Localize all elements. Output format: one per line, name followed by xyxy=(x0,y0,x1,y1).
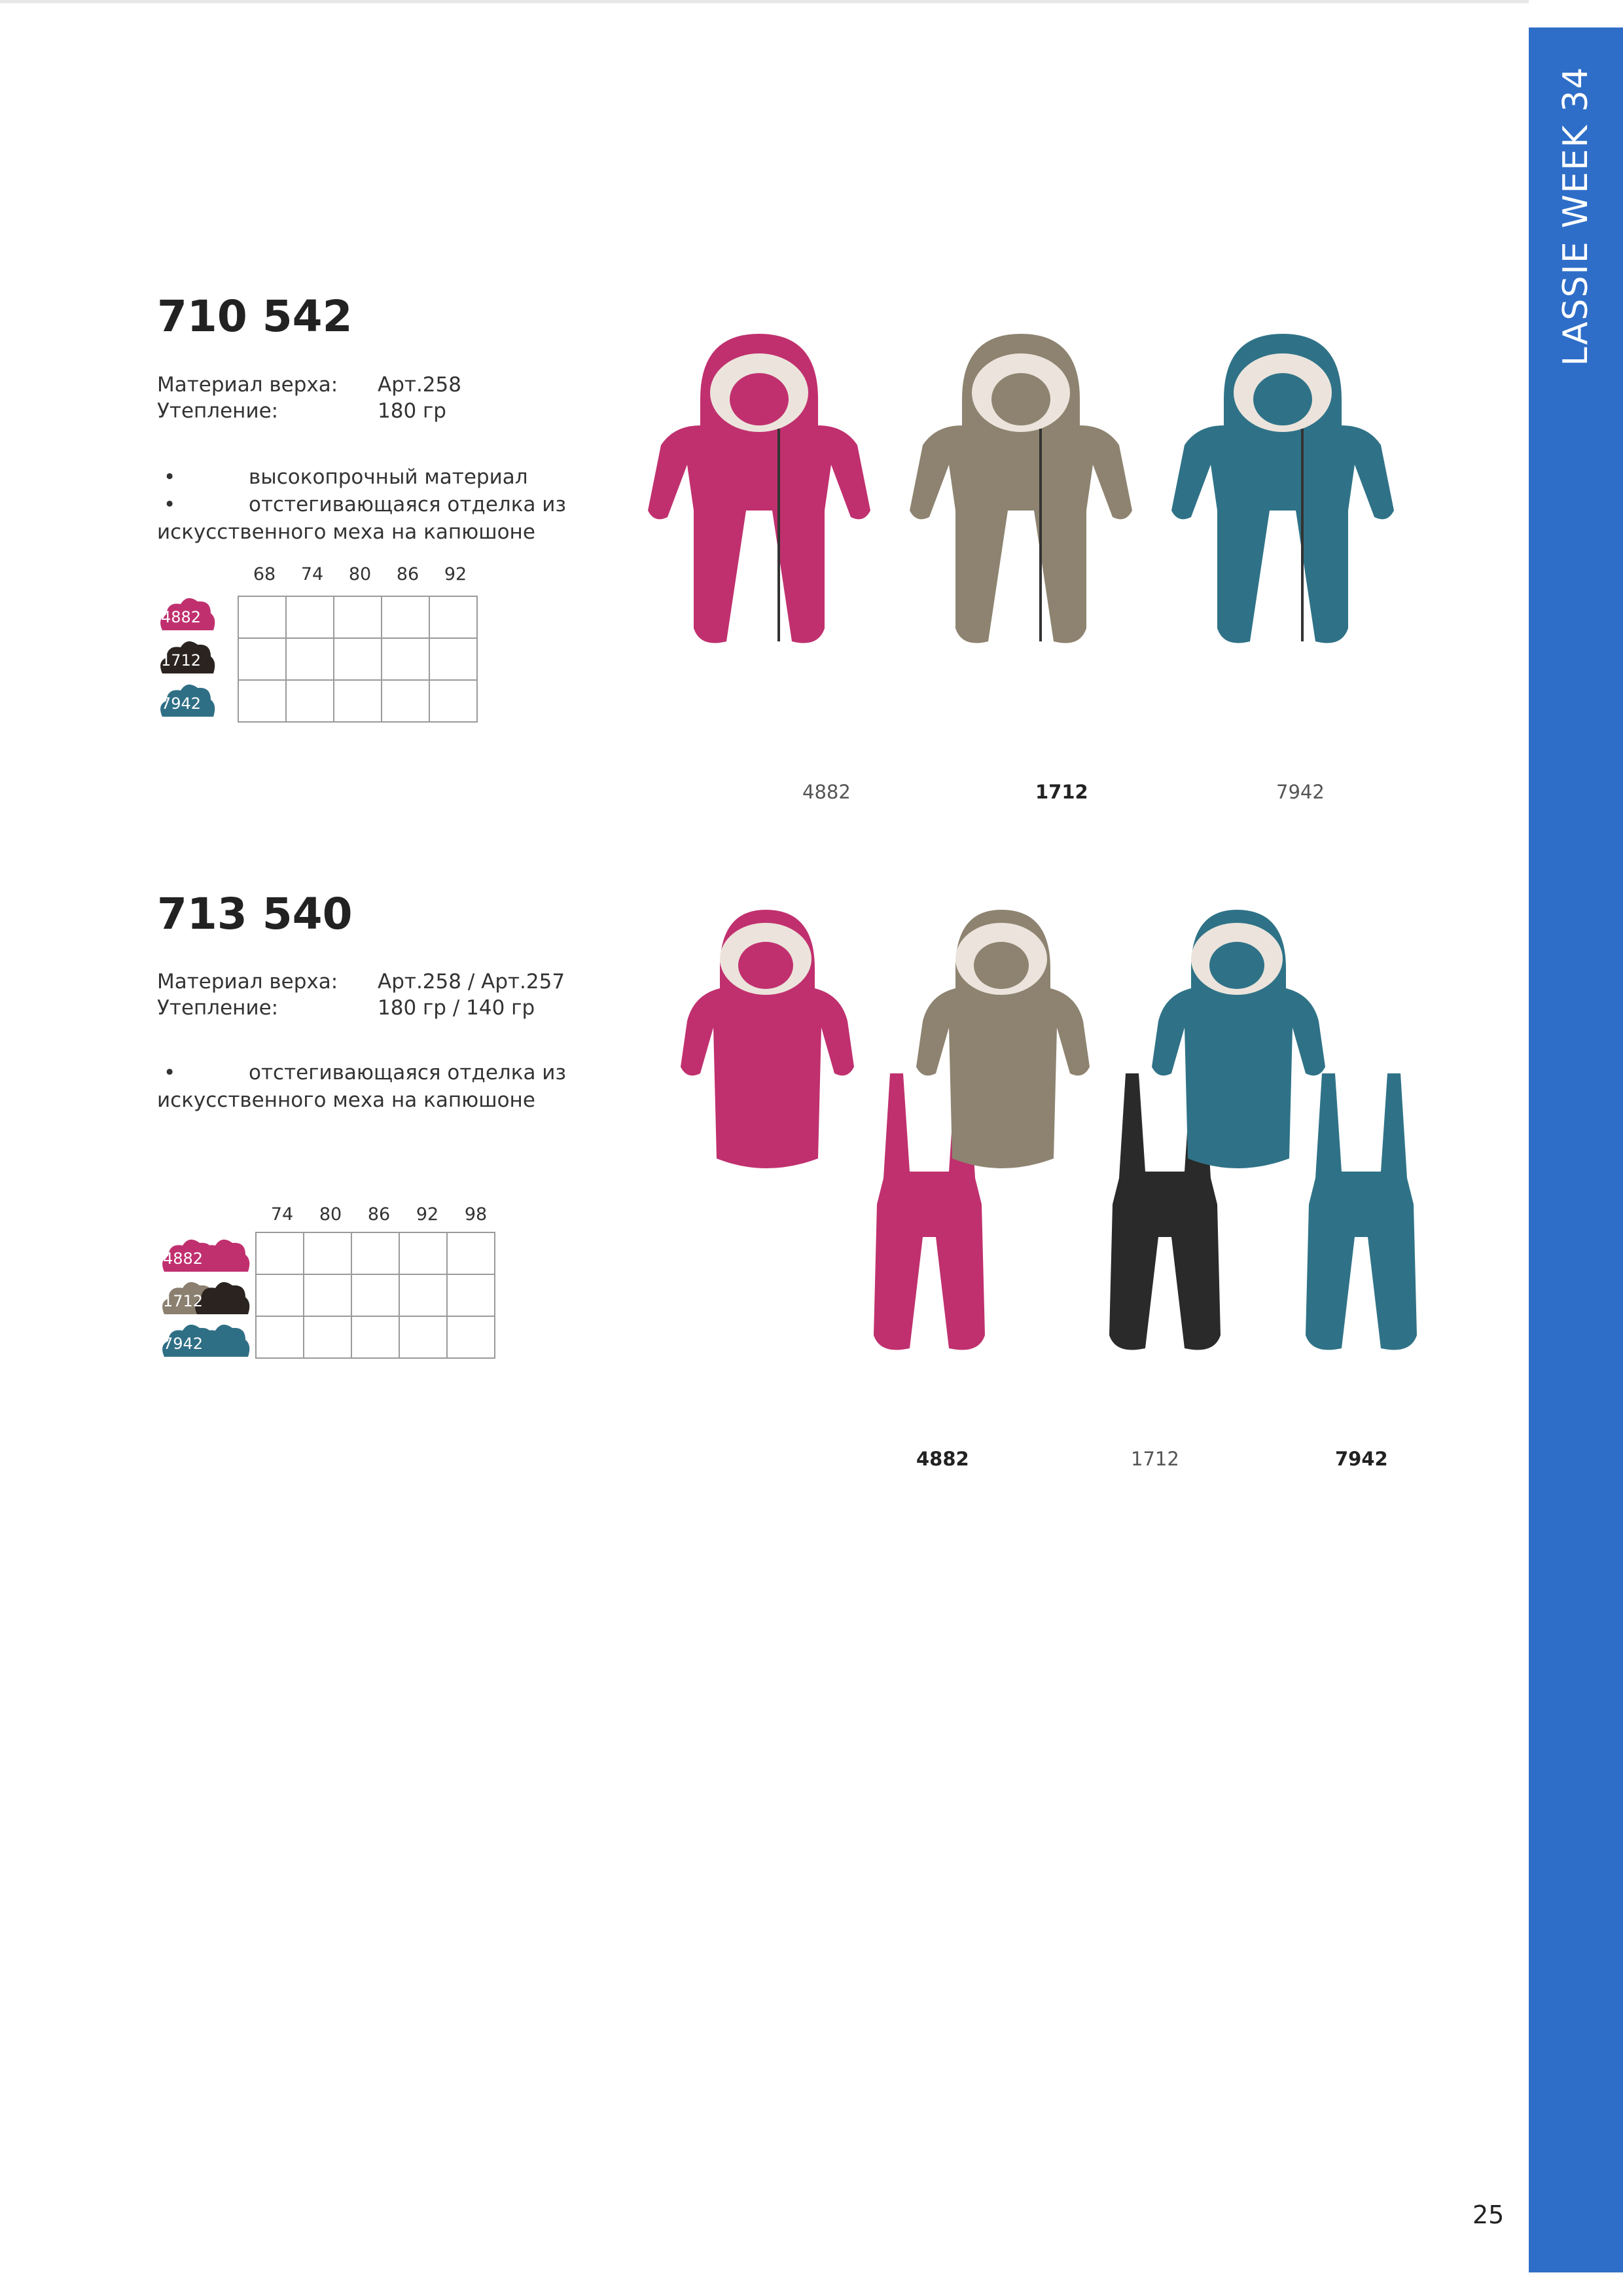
set-illustrations xyxy=(681,897,1433,1420)
size-order-grid xyxy=(238,596,478,723)
product-710542-block xyxy=(157,291,353,342)
grid-cell[interactable] xyxy=(286,680,334,722)
size-label: 68 xyxy=(253,564,276,584)
grid-cell[interactable] xyxy=(238,638,286,680)
grid-cell[interactable] xyxy=(399,1232,447,1274)
grid-cell[interactable] xyxy=(351,1316,399,1358)
grid-cell[interactable] xyxy=(304,1316,351,1358)
bullet-icon: • xyxy=(164,1061,176,1085)
grid-cell[interactable] xyxy=(399,1316,447,1358)
swatch-code: 7942 xyxy=(163,1335,204,1353)
color-swatch xyxy=(159,1234,251,1273)
grid-cell[interactable] xyxy=(382,596,429,638)
color-code-label: 4882 xyxy=(802,781,851,803)
spec-label: Материал верха: xyxy=(157,373,338,397)
color-code-label: 1712 xyxy=(1131,1448,1179,1470)
grid-cell[interactable] xyxy=(334,596,382,638)
size-label: 92 xyxy=(416,1204,439,1225)
spec-label: Материал верха: xyxy=(157,970,338,994)
spec-label: Утепление: xyxy=(157,399,279,423)
color-code-label: 7942 xyxy=(1276,781,1325,803)
overall-pink xyxy=(648,334,870,643)
grid-cell[interactable] xyxy=(256,1232,304,1274)
bullet-icon: • xyxy=(164,465,176,489)
grid-cell[interactable] xyxy=(334,638,382,680)
color-swatch xyxy=(157,679,216,718)
color-swatch xyxy=(159,1276,251,1316)
overall-teal xyxy=(1171,334,1394,643)
grid-cell[interactable] xyxy=(447,1232,495,1274)
spec-value: Арт.258 xyxy=(378,373,461,397)
swatch-code: 4882 xyxy=(161,608,202,626)
swatch-code: 1712 xyxy=(161,651,202,670)
grid-cell[interactable] xyxy=(429,638,477,680)
grid-cell[interactable] xyxy=(382,638,429,680)
grid-cell[interactable] xyxy=(286,596,334,638)
size-label: 74 xyxy=(270,1204,294,1225)
size-label: 80 xyxy=(319,1204,342,1225)
page-top-edge xyxy=(0,0,1529,3)
grid-cell[interactable] xyxy=(447,1274,495,1316)
grid-cell[interactable] xyxy=(304,1232,351,1274)
grid-cell[interactable] xyxy=(429,596,477,638)
size-label: 92 xyxy=(444,564,467,584)
bullet-icon: • xyxy=(164,493,176,516)
grid-cell[interactable] xyxy=(286,638,334,680)
grid-cell[interactable] xyxy=(238,596,286,638)
grid-cell[interactable] xyxy=(256,1274,304,1316)
color-swatch xyxy=(157,592,216,632)
product-713540-block xyxy=(157,889,353,939)
grid-cell[interactable] xyxy=(351,1274,399,1316)
grid-cell[interactable] xyxy=(382,680,429,722)
swatch-code: 1712 xyxy=(163,1292,204,1310)
swatch-code: 7942 xyxy=(161,694,202,713)
grid-cell[interactable] xyxy=(256,1316,304,1358)
grid-cell[interactable] xyxy=(304,1274,351,1316)
swatch-code: 4882 xyxy=(163,1249,204,1268)
feature-item xyxy=(157,1059,566,1086)
set-pink xyxy=(681,910,985,1350)
feature-text: отстегивающаяся отделка из xyxy=(249,493,566,516)
color-code-label: 7942 xyxy=(1335,1448,1388,1470)
feature-text-continued: искусственного меха на капюшоне xyxy=(157,520,535,544)
grid-cell[interactable] xyxy=(447,1316,495,1358)
color-code-label: 4882 xyxy=(916,1448,969,1470)
product-number: 710 542 xyxy=(157,291,353,342)
feature-item xyxy=(157,491,566,518)
spec-value: Арт.258 / Арт.257 xyxy=(378,970,565,994)
feature-item xyxy=(157,463,528,491)
size-label: 98 xyxy=(464,1204,488,1225)
spec-label: Утепление: xyxy=(157,996,279,1020)
feature-text-continued: искусственного меха на капюшоне xyxy=(157,1088,535,1112)
grid-cell[interactable] xyxy=(351,1232,399,1274)
size-order-grid xyxy=(255,1232,495,1359)
grid-cell[interactable] xyxy=(429,680,477,722)
feature-text: отстегивающаяся отделка из xyxy=(249,1061,566,1085)
size-label: 86 xyxy=(367,1204,391,1225)
product-number: 713 540 xyxy=(157,889,353,939)
feature-text: высокопрочный материал xyxy=(249,465,528,489)
grid-cell[interactable] xyxy=(238,680,286,722)
sidebar-label: LASSIE WEEK 34 xyxy=(1556,65,1596,367)
grid-cell[interactable] xyxy=(399,1274,447,1316)
size-label: 80 xyxy=(348,564,372,584)
size-label: 74 xyxy=(300,564,324,584)
page-number: 25 xyxy=(1472,2200,1505,2229)
size-label: 86 xyxy=(396,564,419,584)
overall-illustrations xyxy=(648,314,1499,772)
overall-khaki xyxy=(910,334,1132,643)
spec-value: 180 гр xyxy=(378,399,446,423)
grid-cell[interactable] xyxy=(334,680,382,722)
color-swatch xyxy=(159,1319,251,1358)
color-swatch xyxy=(157,636,216,675)
spec-value: 180 гр / 140 гр xyxy=(378,996,535,1020)
color-code-label: 1712 xyxy=(1035,781,1088,803)
